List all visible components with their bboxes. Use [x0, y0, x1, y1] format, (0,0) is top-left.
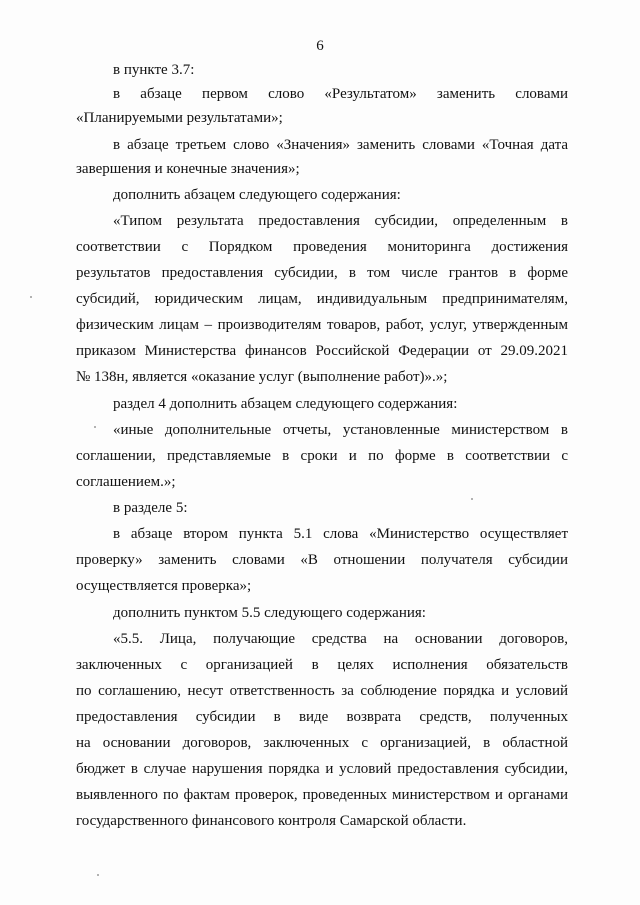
scan-speck	[94, 426, 96, 428]
text-line: дополнить пунктом 5.5 следующего содержания:	[113, 605, 426, 621]
text-line: соглашением.»;	[76, 474, 176, 490]
text-line: в пункте 3.7:	[113, 62, 195, 78]
text-line: результатов предоставления субсидии, в том числе грантов в форме	[76, 265, 568, 281]
text-line: приказом Министерства финансов Российской Федерации от 29.09.2021	[76, 343, 568, 359]
text-line: субсидий, юридическим лицам, индивидуальным предпринимателям,	[76, 291, 568, 307]
text-line: завершения и конечные значения»;	[76, 161, 300, 177]
text-line: по соглашению, несут ответственность за соблюдение порядка и условий	[76, 683, 568, 699]
text-line: «Планируемыми результатами»;	[76, 110, 283, 126]
scan-speck	[471, 498, 473, 500]
text-line: заключенных с организацией в целях исполнения обязательств	[76, 657, 568, 673]
text-line: на основании договоров, заключенных с организацией, в областной	[76, 735, 568, 751]
text-line: проверку» заменить словами «В отношении получателя субсидии	[76, 552, 568, 568]
text-line: выявленного по фактам проверок, проведенных министерством и органами	[76, 787, 568, 803]
scan-speck	[97, 874, 99, 876]
text-line: физическим лицам – производителям товаров, работ, услуг, утвержденным	[76, 317, 568, 333]
text-line: государственного финансового контроля Самарской области.	[76, 813, 467, 829]
text-line: осуществляется проверка»;	[76, 578, 252, 594]
page-number: 6	[316, 38, 324, 54]
text-line: бюджет в случае нарушения порядка и условий предоставления субсидии,	[76, 761, 568, 777]
text-line: в абзаце втором пункта 5.1 слова «Министерство осуществляет	[113, 526, 568, 542]
text-line: «иные дополнительные отчеты, установленные министерством в	[113, 422, 568, 438]
text-line: в разделе 5:	[113, 500, 188, 516]
text-line: «Типом результата предоставления субсидии, определенным в	[113, 213, 568, 229]
text-line: в абзаце третьем слово «Значения» заменить словами «Точная дата	[113, 137, 568, 153]
text-line: № 138н, является «оказание услуг (выполнение работ)».»;	[76, 369, 448, 385]
text-line: соответствии с Порядком проведения мониторинга достижения	[76, 239, 568, 255]
text-line: дополнить абзацем следующего содержания:	[113, 187, 401, 203]
text-line: соглашении, представляемые в сроки и по форме в соответствии с	[76, 448, 568, 464]
text-line: предоставления субсидии в виде возврата средств, полученных	[76, 709, 568, 725]
text-line: «5.5. Лица, получающие средства на основании договоров,	[113, 631, 568, 647]
scan-speck	[30, 296, 32, 298]
text-line: в абзаце первом слово «Результатом» заменить словами	[113, 86, 568, 102]
text-line: раздел 4 дополнить абзацем следующего содержания:	[113, 396, 458, 412]
